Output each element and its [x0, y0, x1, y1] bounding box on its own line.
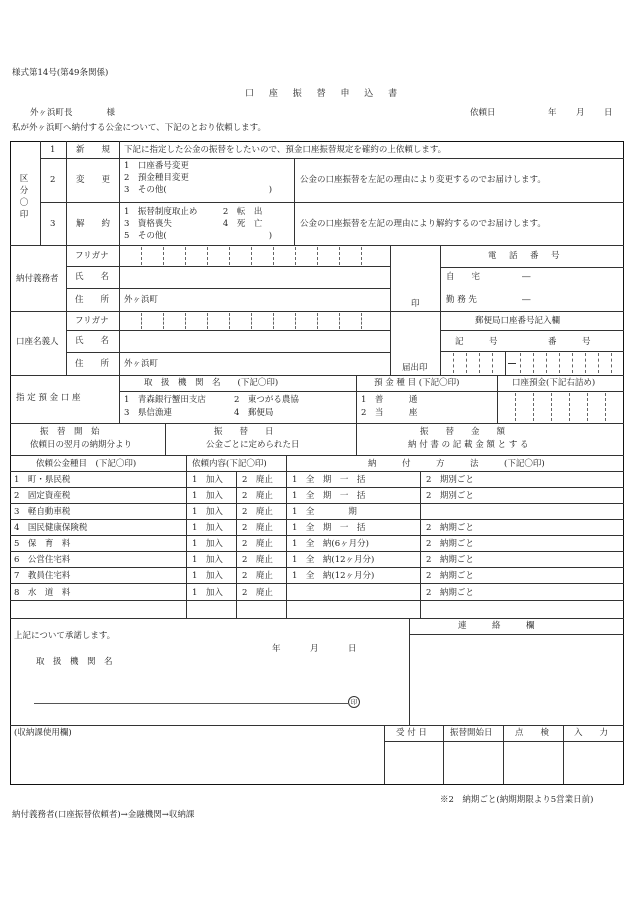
- work-phone-label: 勤 務 先: [446, 295, 477, 305]
- tax-cancel-option[interactable]: 2 廃止: [242, 571, 273, 581]
- tax-method-2[interactable]: 2 期別ごと: [426, 475, 474, 485]
- tax-method-1[interactable]: 1 全 納(12ヶ月分): [292, 571, 375, 581]
- holder-furigana-label: フリガナ: [75, 316, 109, 326]
- change-option-1[interactable]: 1 口座番号変更: [124, 161, 189, 171]
- account-type-option-2[interactable]: 2 当 座: [361, 408, 418, 418]
- tax-col-type: 依頼公金種目 (下記〇印): [36, 459, 137, 469]
- tax-method-2[interactable]: 2 納期ごと: [426, 555, 474, 565]
- transfer-amount-label: 振 替 金 額: [420, 427, 506, 437]
- approval-month[interactable]: 月: [310, 644, 319, 654]
- postal-bango-label: 番 号: [548, 337, 591, 347]
- office-col-input: 入 力: [574, 728, 609, 738]
- frame-top: [10, 141, 624, 142]
- tax-add-option[interactable]: 1 加入: [192, 539, 223, 549]
- tax-method-1[interactable]: 1 全 期 一 括: [292, 491, 366, 501]
- division-no-3[interactable]: 3: [50, 219, 56, 229]
- division-no-2[interactable]: 2: [50, 175, 56, 185]
- tax-name: 6 公営住宅料: [14, 555, 71, 565]
- postal-kigo-label: 記 号: [455, 337, 498, 347]
- request-date-year[interactable]: 年: [548, 108, 557, 118]
- division-label: 区分〇印: [19, 174, 29, 220]
- institution-option-4[interactable]: 4 郵便局: [234, 408, 274, 418]
- tax-method-1[interactable]: 1 全 納(6ヶ月分): [292, 539, 369, 549]
- holder-address-value[interactable]: 外ヶ浜町: [124, 359, 159, 369]
- work-phone-field[interactable]: ―: [522, 295, 531, 305]
- division-kind-3: 解 約: [76, 219, 111, 229]
- request-date-day[interactable]: 日: [604, 108, 613, 118]
- tax-col-request: 依頼内容(下記〇印): [192, 459, 267, 469]
- holder-address-label: 住 所: [75, 359, 110, 369]
- division-desc-1: 下記に指定した公金の振替をしたいので、預金口座振替規定を確約の上依頼します。: [124, 145, 447, 155]
- division-no-1[interactable]: 1: [50, 145, 56, 155]
- payer-address-value[interactable]: 外ヶ浜町: [124, 295, 159, 305]
- tax-cancel-option[interactable]: 2 廃止: [242, 523, 273, 533]
- frame-right: [623, 141, 624, 785]
- transfer-start-label: 振 替 開 始: [40, 427, 100, 437]
- office-use-label: (収納課使用欄): [14, 728, 72, 738]
- request-date-label: 依頼日: [470, 108, 496, 118]
- tax-add-option[interactable]: 1 加入: [192, 523, 223, 533]
- postal-header: 郵便局口座番号記入欄: [475, 316, 561, 326]
- tax-cancel-option[interactable]: 2 廃止: [242, 491, 273, 501]
- change-option-3[interactable]: 3 その他( ): [124, 185, 273, 195]
- addressee: 外ヶ浜町長 様: [30, 108, 116, 118]
- intro-text: 私が外ヶ浜町へ納付する公金について、下記のとおり依頼します。: [12, 123, 266, 133]
- payer-label: 納付義務者: [16, 274, 59, 284]
- cancel-option-2[interactable]: 3 資格喪失 4 死 亡: [124, 219, 263, 229]
- tax-name: 8 水 道 料: [14, 588, 71, 598]
- approval-institution-label: 取 扱 機 関 名: [36, 657, 113, 667]
- tax-cancel-option[interactable]: 2 廃止: [242, 588, 273, 598]
- approval-text: 上記について承諾します。: [14, 631, 116, 641]
- office-col-received: 受 付 日: [396, 728, 427, 738]
- transfer-day-value: 公金ごとに定められた日: [206, 440, 300, 450]
- tax-name: 7 教員住宅料: [14, 571, 71, 581]
- tax-method-2[interactable]: 2 納期ごと: [426, 588, 474, 598]
- tax-method-1[interactable]: 1 全 期 一 括: [292, 523, 366, 533]
- transfer-start-value: 依頼日の翌月の納期分より: [30, 440, 133, 450]
- tax-cancel-option[interactable]: 2 廃止: [242, 475, 273, 485]
- tax-add-option[interactable]: 1 加入: [192, 491, 223, 501]
- transfer-day-label: 振 替 日: [214, 427, 274, 437]
- account-type-header: 預 金 種 目 (下記〇印): [374, 378, 460, 388]
- holder-label: 口座名義人: [16, 337, 59, 347]
- tax-col-method: 納 付 方 法 (下記〇印): [368, 459, 545, 469]
- tax-add-option[interactable]: 1 加入: [192, 555, 223, 565]
- approval-year[interactable]: 年: [272, 644, 281, 654]
- account-type-option-1[interactable]: 1 普 通: [361, 395, 418, 405]
- footer-note: ※2 納期ごと(納期期限より5営業日前): [440, 795, 594, 805]
- tax-name: 4 国民健康保険税: [14, 523, 88, 533]
- institution-option-1[interactable]: 1 青森銀行蟹田支店: [124, 395, 206, 405]
- tax-add-option[interactable]: 1 加入: [192, 475, 223, 485]
- cancel-option-3[interactable]: 5 その他( ): [124, 231, 273, 241]
- phone-header: 電 話 番 号: [488, 251, 562, 261]
- tax-cancel-option[interactable]: 2 廃止: [242, 539, 273, 549]
- payer-name-label: 氏 名: [75, 272, 110, 282]
- payer-furigana-label: フリガナ: [75, 251, 109, 261]
- page-title: 口 座 振 替 申 込 書: [245, 89, 404, 99]
- frame-bottom: [10, 784, 624, 785]
- tax-cancel-option[interactable]: 2 廃止: [242, 555, 273, 565]
- frame-left: [10, 141, 11, 785]
- payer-address-label: 住 所: [75, 295, 110, 305]
- tax-name: 3 軽自動車税: [14, 507, 71, 517]
- account-label: 指 定 預 金 口 座: [16, 393, 81, 403]
- institution-option-2[interactable]: 2 東つがる農協: [234, 395, 299, 405]
- tax-method-1[interactable]: 1 全 期: [292, 507, 357, 517]
- holder-seal: 届出印: [402, 363, 428, 373]
- tax-method-2[interactable]: 2 期別ごと: [426, 491, 474, 501]
- tax-method-2[interactable]: 2 納期ごと: [426, 539, 474, 549]
- division-desc-3: 公金の口座振替を左記の理由により解約するのでお届けします。: [300, 219, 546, 229]
- division-kind-2: 変 更: [76, 175, 111, 185]
- payer-seal: 印: [411, 299, 420, 309]
- home-phone-field[interactable]: ―: [522, 272, 531, 282]
- tax-method-2[interactable]: 2 納期ごと: [426, 523, 474, 533]
- institution-header: 取 扱 機 関 名 (下記〇印): [144, 378, 279, 388]
- footer-flow: 納付義務者(口座振替依頼者)→金融機関→収納課: [12, 810, 195, 820]
- approval-day[interactable]: 日: [348, 644, 357, 654]
- holder-name-label: 氏 名: [75, 336, 110, 346]
- office-col-check: 点 検: [515, 728, 550, 738]
- request-date-month[interactable]: 月: [576, 108, 585, 118]
- approval-seal-icon: 印: [348, 696, 360, 708]
- division-desc-2: 公金の口座振替を左記の理由により変更するのでお届けします。: [300, 175, 546, 185]
- home-phone-label: 自 宅: [446, 272, 481, 282]
- contact-header: 連 絡 欄: [458, 621, 535, 631]
- transfer-amount-value: 納 付 書 の 記 載 金 額 と す る: [408, 440, 529, 450]
- tax-add-option[interactable]: 1 加入: [192, 571, 223, 581]
- change-option-2[interactable]: 2 預金種目変更: [124, 173, 189, 183]
- office-col-start: 振替開始日: [450, 728, 493, 738]
- tax-add-option[interactable]: 1 加入: [192, 588, 223, 598]
- tax-add-option[interactable]: 1 加入: [192, 507, 223, 517]
- tax-method-2[interactable]: 2 納期ごと: [426, 571, 474, 581]
- tax-name: 5 保 育 料: [14, 539, 71, 549]
- division-kind-1: 新 規: [76, 145, 111, 155]
- tax-name: 2 固定資産税: [14, 491, 71, 501]
- tax-method-1[interactable]: 1 全 納(12ヶ月分): [292, 555, 375, 565]
- cancel-option-1[interactable]: 1 振替制度取止め 2 転 出: [124, 207, 263, 217]
- form-number: 様式第14号(第49条関係): [12, 68, 109, 78]
- tax-method-1[interactable]: 1 全 期 一 括: [292, 475, 366, 485]
- tax-name: 1 町・県民税: [14, 475, 71, 485]
- account-number-header: 口座預金(下記右詰め): [512, 378, 596, 388]
- tax-cancel-option[interactable]: 2 廃止: [242, 507, 273, 517]
- institution-option-3[interactable]: 3 県信漁連: [124, 408, 172, 418]
